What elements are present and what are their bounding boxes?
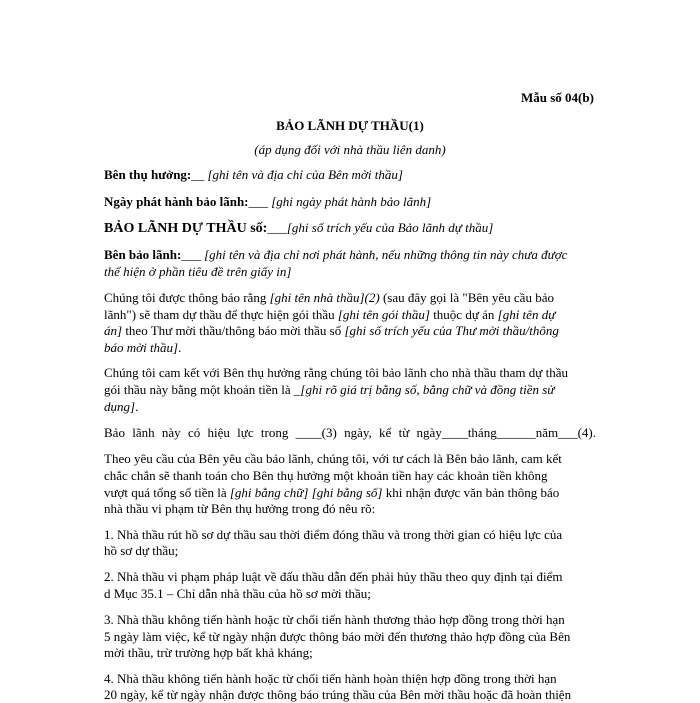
item-1-line-2: hồ sơ dự thầu;	[104, 543, 179, 558]
guarantor-label: Bên bảo lãnh:	[104, 247, 182, 262]
paragraph-2-line-2	[104, 381, 554, 398]
project-name-hint-end: án]	[104, 323, 123, 338]
beneficiary-label: Bên thụ hưởng:	[104, 167, 192, 182]
paragraph-4-line-1: Theo yêu cầu của Bên yêu cầu bảo lãnh, chúng tôi, với tư cách là Bên bảo lãnh, cam kết	[104, 451, 562, 466]
text-run: theo Thư mời thầu/thông báo mời thầu số	[122, 323, 345, 338]
beneficiary-hint: [ghi tên và địa chỉ của Bên mời thầu]	[207, 167, 403, 182]
guarantee-number-blank: ___	[267, 220, 287, 235]
item-2-line-1: 2. Nhà thầu vi phạm pháp luật về đấu thầu dẫn đến phải hủy thầu theo quy định tại điểm	[104, 569, 563, 584]
document-title: BẢO LÃNH DỰ THẦU(1)	[276, 118, 424, 133]
issue-date-line	[104, 193, 431, 210]
validity-paragraph: Bảo lãnh này có hiệu lực trong ____(3) ngày, kể từ ngày____tháng______năm___(4).	[104, 425, 596, 440]
item-4-line-1: 4. Nhà thầu không tiến hành hoặc từ chối tiến hành hoàn thiện hợp đồng trong thời hạn	[104, 671, 557, 686]
text-run: Chúng tôi được thông báo rằng	[104, 290, 270, 305]
item-2-line-2: d Mục 35.1 – Chỉ dẫn nhà thầu của hồ sơ mời thầu;	[104, 586, 371, 601]
paragraph-4-line-3	[104, 484, 559, 501]
issue-date-blank: ___	[248, 194, 268, 209]
text-run: .	[178, 340, 182, 355]
guarantor-line-1	[104, 246, 567, 263]
amount-hint: _[ghi rõ giá trị bằng số, bằng chữ và đồng tiền sử	[293, 382, 555, 397]
paragraph-1-line-4	[104, 339, 181, 356]
contractor-name-hint: [ghi tên nhà thầu](2)	[269, 290, 380, 305]
paragraph-1-line-1	[104, 289, 554, 306]
text-run: vượt quá tổng số tiền là	[104, 485, 230, 500]
guarantee-number-line	[104, 219, 493, 237]
item-3-line-2: 5 ngày làm việc, kể từ ngày nhận được thông báo mời đến thương thảo hợp đồng của Bên	[104, 629, 571, 644]
paragraph-2-line-1: Chúng tôi cam kết với Bên thụ hưởng rằng chúng tôi bảo lãnh cho nhà thầu tham dự thầu	[104, 365, 568, 380]
text-run: .	[135, 399, 139, 414]
paragraph-2-line-3	[104, 398, 138, 415]
amount-hint-end: dụng]	[104, 399, 136, 414]
paragraph-4-line-2: chắc chắn sẽ thanh toán cho Bên thụ hưởng một khoản tiền hay các khoản tiền không	[104, 468, 548, 483]
guarantor-line-2: thể hiện ở phần tiêu đề trên giấy in]	[104, 264, 292, 279]
item-3-line-1: 3. Nhà thầu không tiến hành hoặc từ chối tiến hành thương thảo hợp đồng trong thời hạn	[104, 612, 565, 627]
guarantee-number-label: BẢO LÃNH DỰ THẦU số:	[104, 221, 268, 236]
document-subtitle: (áp dụng đối với nhà thầu liên danh)	[254, 142, 446, 157]
item-3-line-3: mời thầu, trừ trường hợp bất khả kháng;	[104, 645, 313, 660]
paragraph-1-line-3	[104, 322, 559, 339]
invitation-number-hint-end: báo mời thầu]	[104, 340, 179, 355]
item-4-line-2: 20 ngày, kể từ ngày nhận được thông báo trúng thầu của Bên mời thầu hoặc đã hoàn thiện	[104, 687, 572, 702]
beneficiary-blank: __	[191, 167, 205, 182]
guarantor-blank: ___	[181, 247, 201, 262]
guarantor-hint: [ghi tên và địa chỉ nơi phát hành, nếu những thông tin này chưa được	[204, 247, 568, 262]
text-run: thuộc dự án	[429, 307, 498, 322]
beneficiary-line	[104, 166, 403, 183]
invitation-number-hint: [ghi số trích yếu của Thư mời thầu/thông	[344, 323, 559, 338]
text-run: gói thầu này bằng một khoản tiền là	[104, 382, 294, 397]
total-amount-hint: [ghi bằng chữ] [ghi bằng số]	[229, 485, 383, 500]
guarantee-number-hint: [ghi số trích yếu của Bảo lãnh dự thầu]	[286, 220, 494, 235]
issue-date-hint: [ghi ngày phát hành bảo lãnh]	[271, 194, 432, 209]
text-run: lãnh") sẽ tham dự thầu để thực hiện gói thầu	[104, 307, 338, 322]
text-run: (sau đây gọi là "Bên yêu cầu bảo	[379, 290, 554, 305]
paragraph-1-line-2	[104, 306, 555, 323]
issue-date-label: Ngày phát hành bảo lãnh:	[104, 194, 249, 209]
form-number: Mẫu số 04(b)	[521, 90, 594, 105]
package-name-hint: [ghi tên gói thầu]	[337, 307, 430, 322]
item-1-line-1: 1. Nhà thầu rút hồ sơ dự thầu sau thời điểm đóng thầu và trong thời gian có hiệu lực của	[104, 527, 563, 542]
paragraph-4-line-4: nhà thầu vi phạm từ Bên thụ hưởng trong đó nêu rõ:	[104, 501, 376, 516]
text-run: khi nhận được văn bản thông báo	[382, 485, 560, 500]
project-name-hint: [ghi tên dự	[497, 307, 556, 322]
